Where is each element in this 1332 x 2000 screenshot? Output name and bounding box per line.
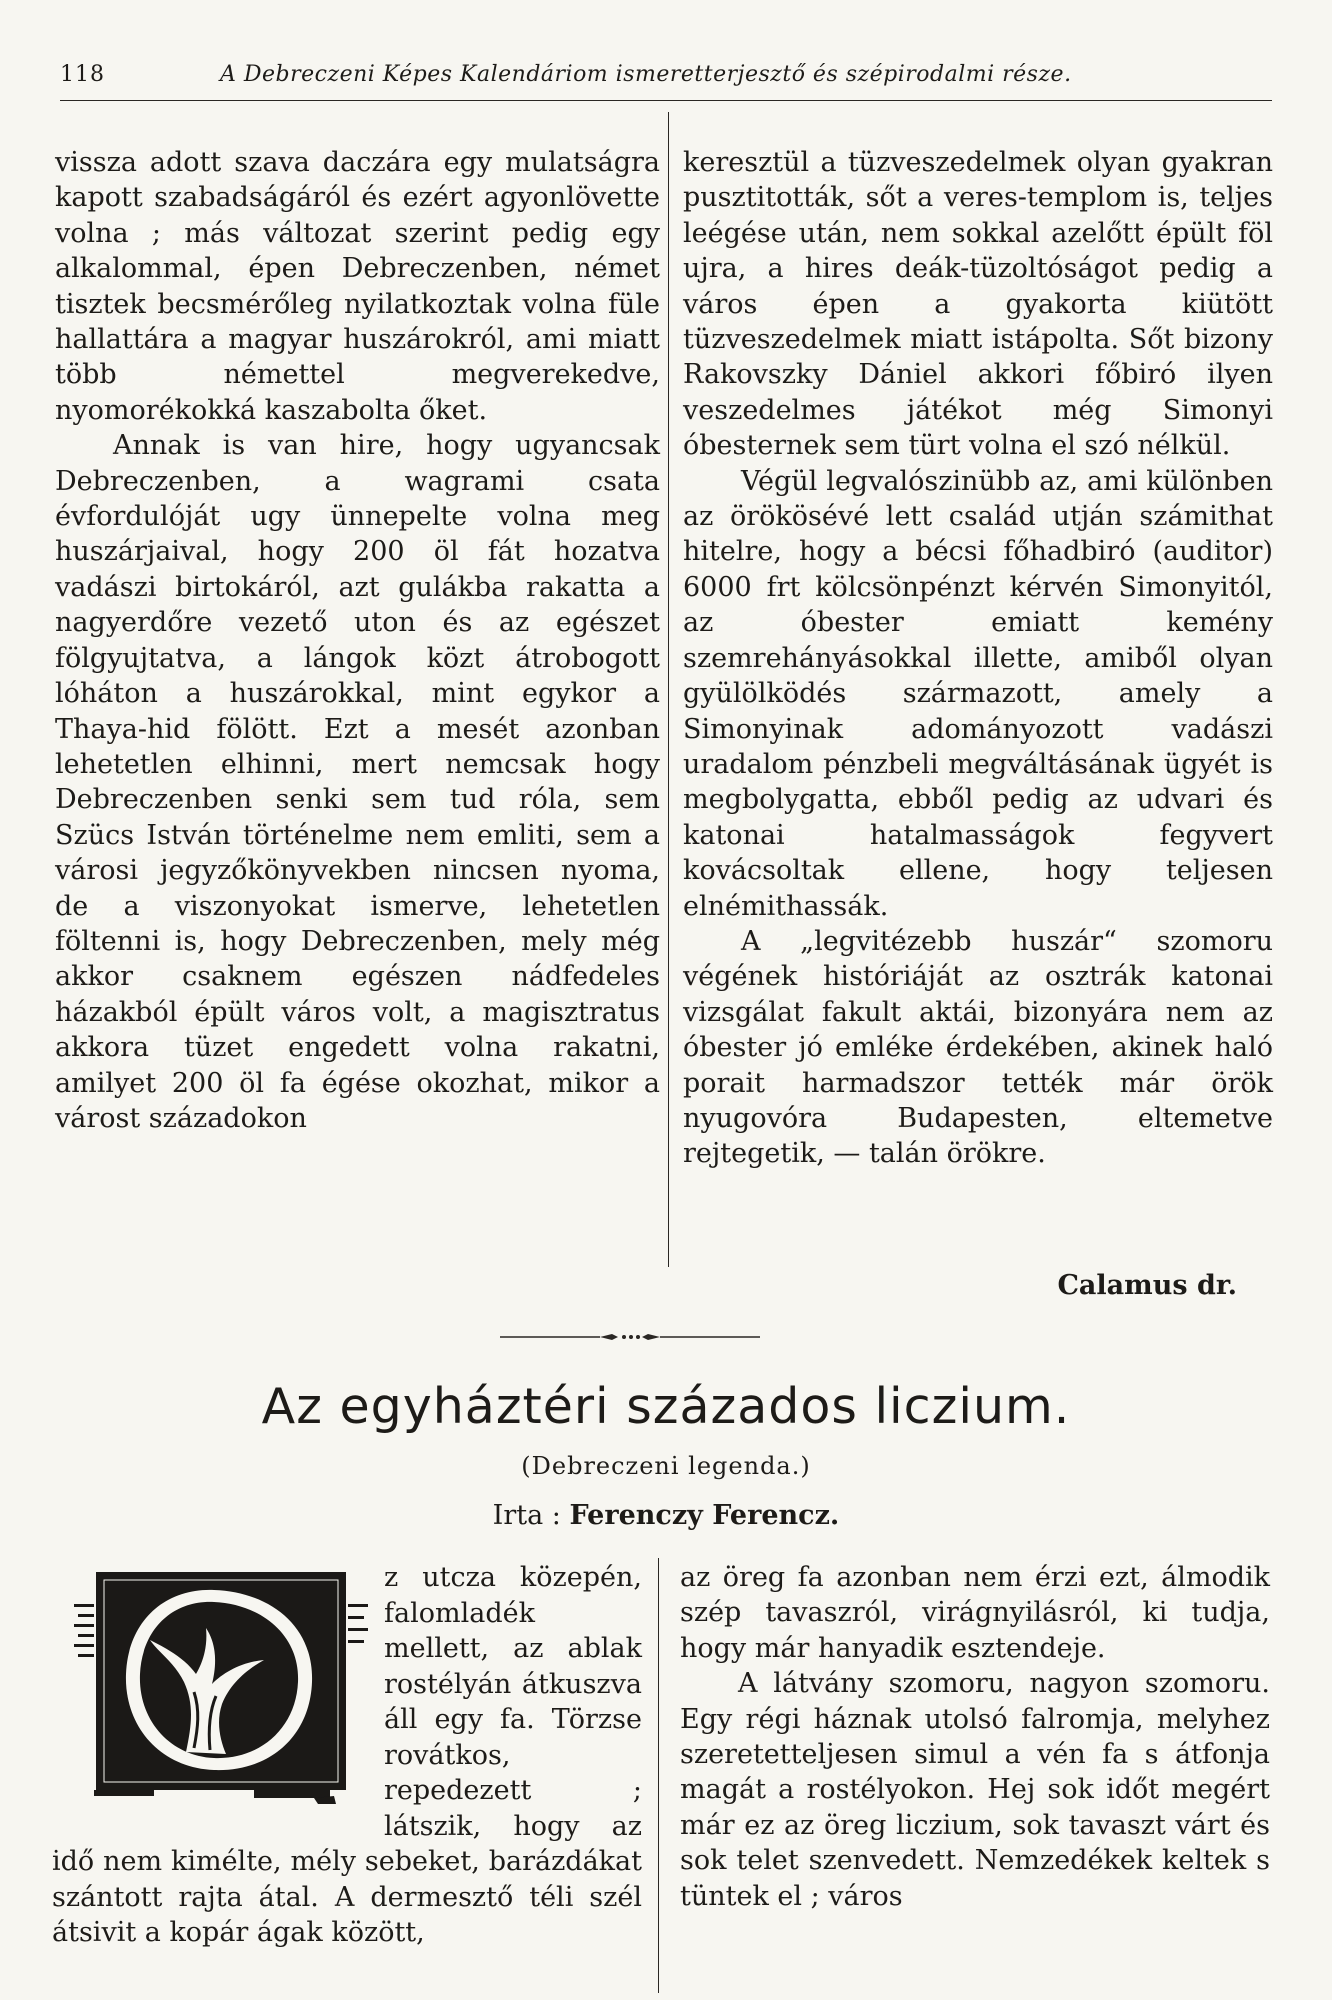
author-signature: Calamus dr.: [1057, 1270, 1237, 1301]
top-left-column: [55, 145, 660, 1136]
page-header: [60, 62, 1272, 98]
byline-prefix: Irta :: [492, 1500, 561, 1531]
paragraph: Annak is van hire, hogy ugyancsak Debreczenben, a wagrami csata évfordulóját ugy ünnepelte volna meg huszárjaival, hogy 200 öl fát hozatva vadászi birtokáról, azt gulákba rakatta a nagyerdőre vezető uton és az egészet fölgyujtatva, a lángok közt átrobogott lóháton a huszárokkal, mint egykor a Thaya-hid fölött. Ezt a mesét azonban lehetetlen elhinni, mert nemcsak hogy Debreczenben senki sem tud róla, sem Szücs István történelme nem emliti, sem a városi jegyzőkönyvekben nincsen nyoma, de a viszonyokat ismerve, lehetetlen föltenni is, hogy Debreczenben, mely még akkor csaknem egészen nádfedeles házakból épült város volt, a magisztratus akkora tüzet engedett volna rakatni, amilyet 200 öl fa égése okozhat, mikor a várost századokon: [55, 430, 660, 1134]
paragraph: vissza adott szava daczára egy mulatságra kapott szabadságáról és ezért agyonlövette volna ; más változat szerint pedig egy alkalommal, épen Debreczenben, német tisztek becsmérőleg nyilatkoztak volna füle hallattára a magyar huszárokról, ami miatt több némettel megverekedve, nyomorékokká kaszabolta őket.: [55, 147, 660, 426]
column-divider: [668, 112, 669, 1267]
paragraph: keresztül a tüzveszedelmek olyan gyakran pusztitották, sőt a veres-templom is, teljes leégése után, nem sokkal azelőtt épült föl ujra, a hires deák-tüzoltóságot pedig a város épen a gyakorta kiütött tüzveszedelmek miatt istápolta. Sőt bizony Rakovszky Dániel akkori főbiró ilyen veszedelmes játékot még Simonyi óbesternek sem türt volna el szó nélkül.: [683, 147, 1273, 462]
running-title: A Debreczeni Képes Kalendáriom ismeretterjesztő és szépirodalmi része.: [220, 62, 1072, 87]
paragraph: az öreg fa azonban nem érzi ezt, álmodik szép tavaszról, virágnyilásról, ki tudja, hogy már hanyadik esztendeje.: [680, 1562, 1270, 1664]
top-right-column: [683, 145, 1273, 1172]
bottom-right-column: [680, 1560, 1270, 1914]
article-opening-text: z utcza közepén, falomladék mellett, az ablak rostélyán átkuszva áll egy fa. Törzse rovátkos, repedezett ; látszik, hogy az idő nem kimélte, mély sebeket, barázdákat szántott rajta átal. A dermesztő téli szél átsivit a kopár ágak között,: [52, 1562, 642, 1948]
bottom-left-column: [52, 1560, 642, 1951]
column-divider: [658, 1558, 659, 1993]
header-rule: [60, 100, 1272, 101]
article-title: Az egyháztéri százados liczium.: [261, 1378, 1071, 1435]
article-byline: [0, 1500, 1332, 1531]
paragraph: A látvány szomoru, nagyon szomoru. Egy régi háznak utolsó falromja, melyhez szeretetteljesen simul a vén fa s átfonja magát a rostélyokon. Hej sok időt megért már ez az öreg liczium, sok tavaszt várt és sok telet szenvedett. Nemzedékek keltek s tüntek el ; város: [680, 1668, 1270, 1912]
paragraph: A „legvitézebb huszár“ szomoru végének históriáját az osztrák katonai vizsgálat fakult aktái, bizonyára nem az óbester jó emléke érdekében, akinek haló porait harmadszor tették már örök nyugovóra Budapesten, eltemetve rejtegetik, — talán örökre.: [683, 925, 1273, 1170]
page-number: 118: [60, 62, 105, 87]
article-subtitle: (Debreczeni legenda.): [521, 1452, 811, 1480]
section-ornament: [500, 1332, 760, 1342]
paragraph: Végül legvalószinübb az, ami különben az örökösévé lett család utján számithat hitelre, hogy a bécsi főhadbiró (auditor) 6000 frt kölcsönpénzt kérvén Simonyitól, az óbester emiatt kemény szemrehányásokkal illette, amiből olyan gyülölködés származott, amely a Simonyinak adományozott vadászi uradalom pénzbeli megváltásának ügyét is megbolygatta, ebből pedig az udvari és katonai hatalmasságok fegyvert kovácsoltak ellene, hogy teljesen elnémithassák.: [683, 465, 1273, 922]
decorative-initial-icon: [74, 1564, 374, 1836]
byline-author: Ferenczy Ferencz.: [569, 1500, 840, 1531]
